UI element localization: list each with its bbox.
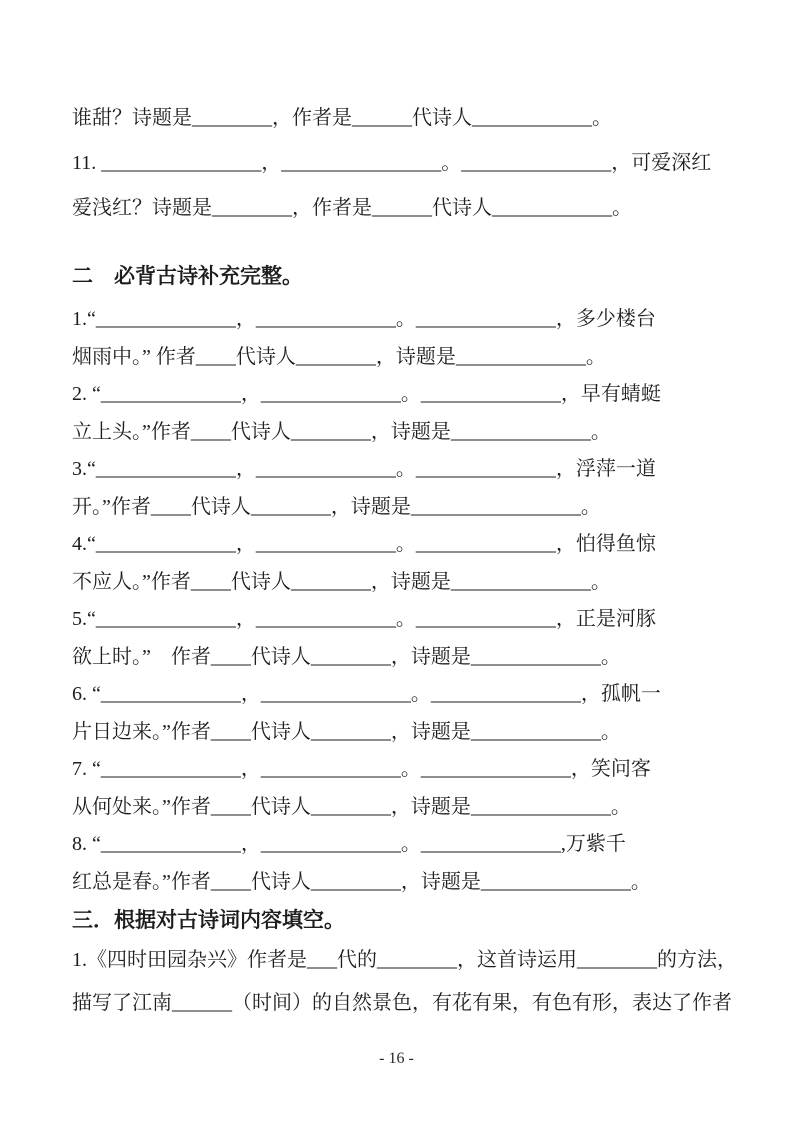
- exercise-line: 片日边来。”作者____代诗人________，诗题是_____________。: [72, 720, 621, 743]
- exercise-line: 欲上时。” 作者____代诗人________，诗题是_____________。: [72, 645, 621, 668]
- question-10-11-block: [72, 96, 737, 231]
- exercise-line: 3.“______________，______________。______________，浮萍一道: [72, 458, 656, 480]
- exercise-line: 6. “______________，_______________。_______________，孤帆一: [72, 683, 661, 705]
- section-3-item-1-line-2: 描写了江南______（时间）的自然景色，有花有果，有色有形，表达了作者: [72, 992, 732, 1014]
- exercise-line: 开。”作者____代诗人________，诗题是_________________。: [72, 495, 601, 518]
- exercise-item-1: [72, 301, 737, 376]
- exercise-line: 红总是春。”作者____代诗人_________，诗题是_______________。: [72, 870, 651, 893]
- exercise-line: 2. “______________，______________。______________，早有蜻蜓: [72, 383, 661, 405]
- exercise-item-7: [72, 751, 737, 826]
- exercise-item-4: [72, 526, 737, 601]
- question-11-tail-line: 爱浅红？诗题是________，作者是______代诗人____________。: [72, 197, 632, 219]
- exercise-item-2: [72, 376, 737, 451]
- question-11-line: 11. ________________，________________。_______________，可爱深红: [72, 152, 712, 174]
- exercise-item-5: [72, 601, 737, 676]
- section-3-item-1-line-1: 1.《四时田园杂兴》作者是___代的________，这首诗运用________的方法，: [72, 949, 737, 971]
- exercise-line: 7. “______________，______________。_______________，笑问客: [72, 758, 651, 780]
- section-3-items: [72, 939, 737, 1025]
- exercise-line: 从何处来。”作者____代诗人________，诗题是______________。: [72, 795, 631, 818]
- exercise-line: 立上头。”作者____代诗人________，诗题是______________。: [72, 420, 611, 443]
- exercise-item-8: [72, 826, 737, 901]
- question-10-tail-line: 谁甜？诗题是________，作者是______代诗人____________。: [72, 107, 612, 129]
- section-3-heading: 三．根据对古诗词内容填空。: [72, 908, 345, 932]
- exercise-item-6: [72, 676, 737, 751]
- exercise-line: 5.“______________，______________。______________，正是河豚: [72, 608, 656, 630]
- exercise-line: 不应人。”作者____代诗人________，诗题是______________。: [72, 570, 611, 593]
- page-number: - 16 -: [379, 1050, 414, 1067]
- exercise-line: 1.“______________，______________。______________，多少楼台: [72, 308, 656, 330]
- section-2-items: [72, 301, 737, 901]
- exercise-line: 8. “______________，______________。______________,万紫千: [72, 833, 626, 855]
- exercise-item-3: [72, 451, 737, 526]
- section-2-heading: 二 必背古诗补充完整。: [72, 264, 303, 288]
- exercise-line: 4.“______________，______________。______________，怕得鱼惊: [72, 533, 656, 555]
- exercise-line: 烟雨中。” 作者____代诗人________，诗题是_____________。: [72, 345, 606, 368]
